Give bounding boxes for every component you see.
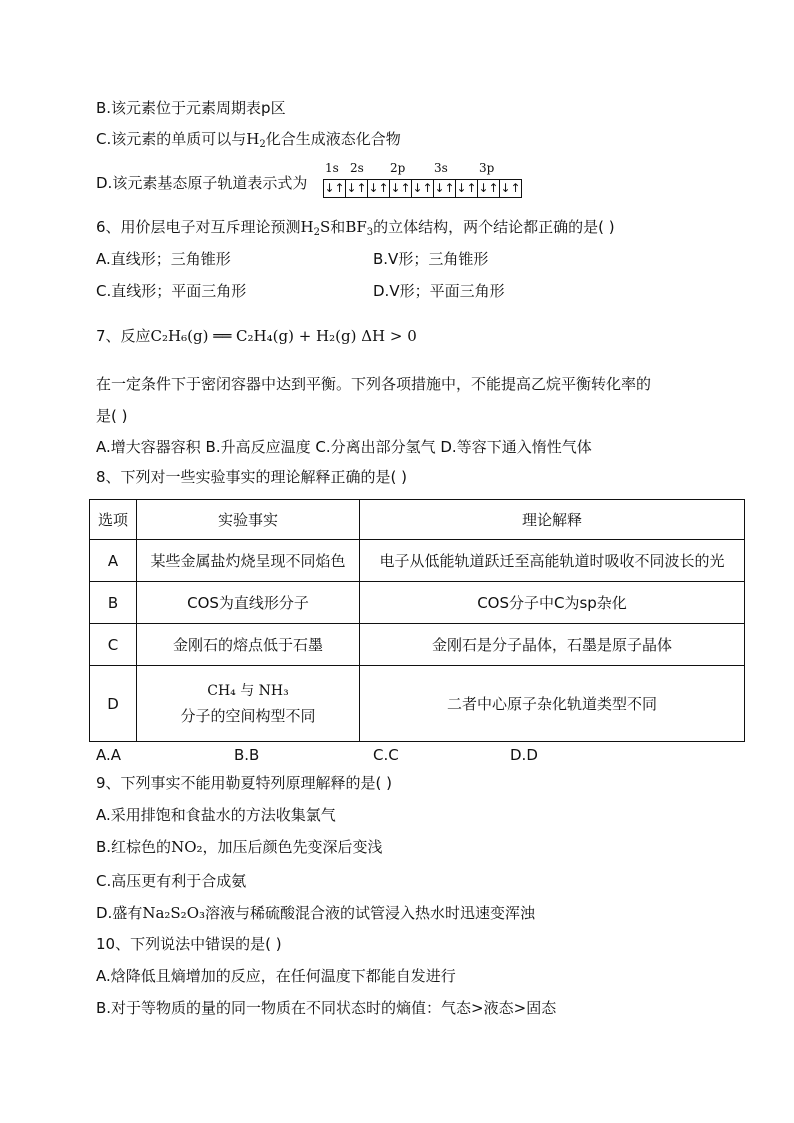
q9-option-a: A.采用排饱和食盐水的方法收集氯气 (96, 806, 336, 824)
orbital-box: ↓↑ (455, 179, 478, 198)
q8-table (89, 499, 745, 742)
q6-option-b: B.V形；三角锥形 (373, 250, 489, 268)
orbital-box: ↓↑ (345, 179, 368, 198)
q5-option-c: C.该元素的单质可以与$H_2$化合生成液态化合物 (96, 130, 401, 150)
orbital-box: ↓↑ (411, 179, 434, 198)
q9-option-b: B.红棕色的NO₂，加压后颜色先变深后变浅 (96, 838, 383, 856)
q6-option-d: D.V形；平面三角形 (373, 282, 505, 300)
q5-option-b: B.该元素位于元素周期表p区 (96, 99, 286, 117)
table-header-row (90, 500, 745, 540)
q6-option-c: C.直线形；平面三角形 (96, 282, 247, 300)
q5-option-d: D.该元素基态原子轨道表示式为 (96, 174, 308, 192)
orbital-boxes (323, 179, 521, 198)
q8-answer-d: D.D (510, 746, 538, 764)
q9-option-c: C.高压更有利于合成氨 (96, 872, 247, 890)
q10-option-a: A.焓降低且熵增加的反应，在任何温度下都能自发进行 (96, 967, 456, 985)
table-row: B COS为直线形分子 COS分子中C为sp杂化 (90, 582, 745, 624)
q10-option-b: B.对于等物质的量的同一物质在不同状态时的熵值：气态>液态>固态 (96, 999, 557, 1017)
table-row: D CH₄ 与 NH₃ 分子的空间构型不同 二者中心原子杂化轨道类型不同 (90, 666, 745, 742)
q10-stem: 10、下列说法中错误的是( ) (96, 935, 282, 953)
orbital-box: ↓↑ (367, 179, 390, 198)
q7-stem-line3: 是( ) (96, 407, 128, 425)
header-theory: 理论解释 (360, 500, 745, 540)
q6-option-a: A.直线形；三角锥形 (96, 250, 231, 268)
orbital-box: ↓↑ (477, 179, 500, 198)
table-row: C 金刚石的熔点低于石墨 金刚石是分子晶体，石墨是原子晶体 (90, 624, 745, 666)
q7-stem-line2: 在一定条件下于密闭容器中达到平衡。下列各项措施中，不能提高乙烷平衡转化率的 (96, 375, 652, 393)
orbital-box: ↓↑ (389, 179, 412, 198)
table-row: A 某些金属盐灼烧呈现不同焰色 电子从低能轨道跃迁至高能轨道时吸收不同波长的光 (90, 540, 745, 582)
orbital-box: ↓↑ (323, 179, 346, 198)
q7-options: A.增大容器容积 B.升高反应温度 C.分离出部分氢气 D.等容下通入惰性气体 (96, 438, 592, 456)
q7-reaction: C₂H₆(g) ══ C₂H₄(g) + H₂(g) ΔH > 0 (150, 327, 417, 345)
q8-answer-a: A.A (96, 746, 122, 764)
header-fact: 实验事实 (137, 500, 360, 540)
q9-stem: 9、下列事实不能用勒夏特列原理解释的是( ) (96, 774, 393, 792)
orbital-labels: 1s 2s 2p 3s 3p (325, 161, 495, 175)
q8-answer-b: B.B (234, 746, 260, 764)
orbital-diagram (323, 161, 521, 198)
q6-stem: 6、用价层电子对互斥理论预测$H_2S$和$BF_3$的立体结构，两个结论都正确的是( ) (96, 218, 615, 238)
orbital-box: ↓↑ (499, 179, 522, 198)
q9-option-d: D.盛有Na₂S₂O₃溶液与稀硫酸混合液的试管浸入热水时迅速变浑浊 (96, 904, 536, 922)
q7-stem: 7、反应C₂H₆(g) ══ C₂H₄(g) + H₂(g) ΔH > 0 (96, 327, 417, 345)
q8-stem: 8、下列对一些实验事实的理论解释正确的是( ) (96, 468, 408, 486)
header-option: 选项 (90, 500, 137, 540)
orbital-box: ↓↑ (433, 179, 456, 198)
q8-answer-c: C.C (373, 746, 399, 764)
